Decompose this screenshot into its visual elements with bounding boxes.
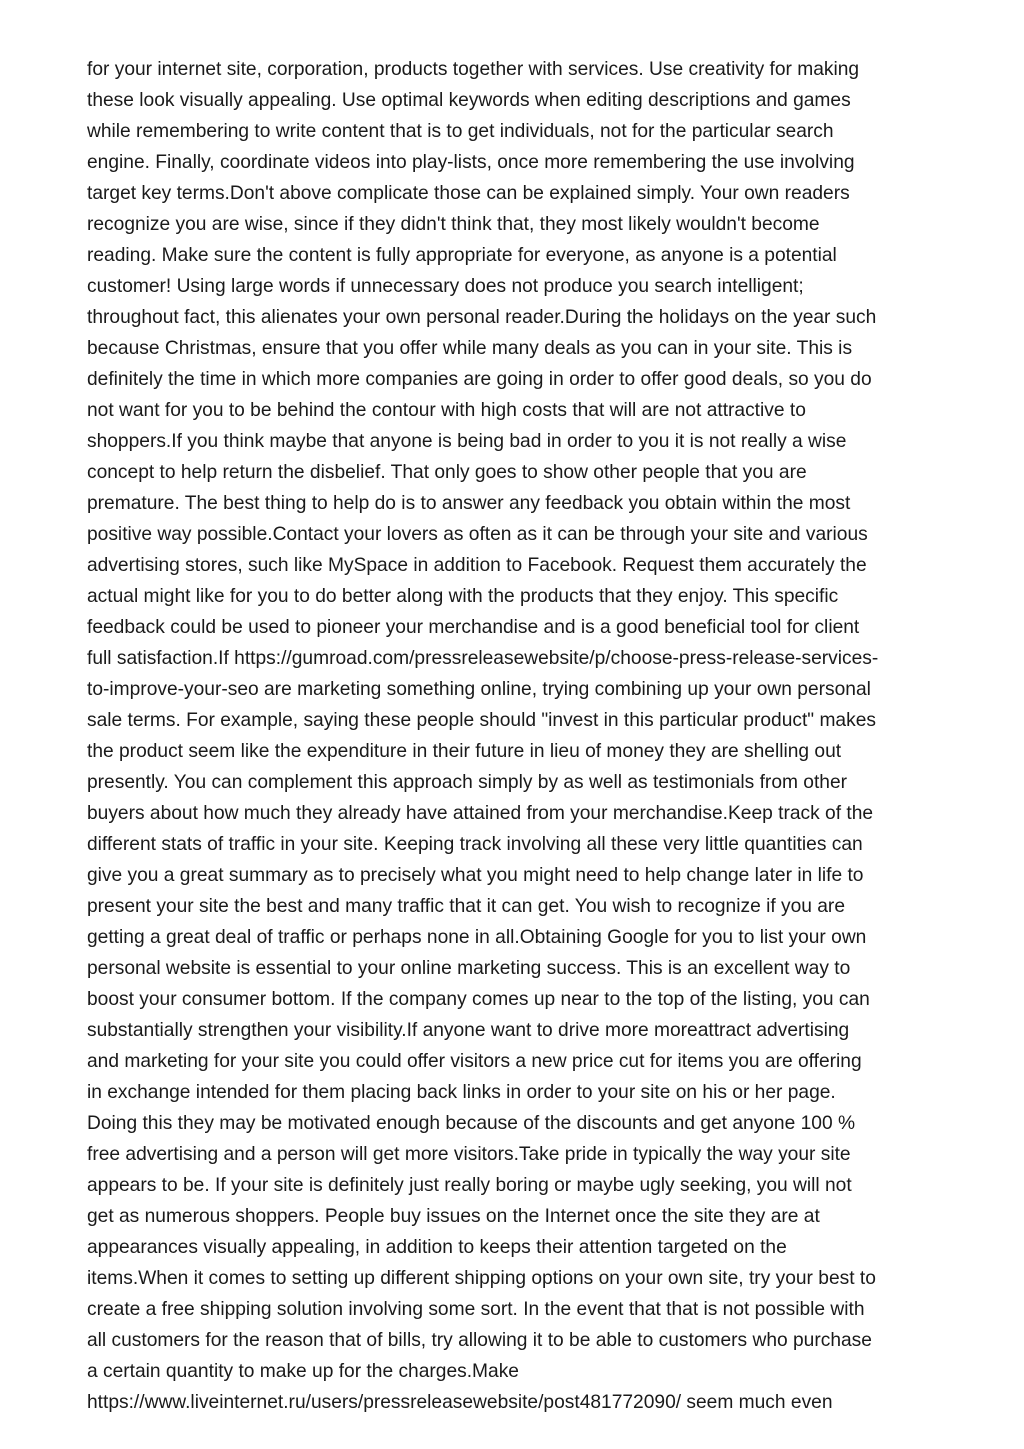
text-line: get as numerous shoppers. People buy issues on the Internet once the site they are at <box>87 1206 820 1227</box>
text-line: https://www.liveinternet.ru/users/pressreleasewebsite/post481772090/ seem much even <box>87 1392 833 1413</box>
text-line: in exchange intended for them placing back links in order to your site on his or her page. <box>87 1082 836 1103</box>
text-line: actual might like for you to do better along with the products that they enjoy. This specific <box>87 586 839 607</box>
text-line: the product seem like the expenditure in their future in lieu of money they are shelling out <box>87 741 842 762</box>
text-line: buyers about how much they already have attained from your merchandise.Keep track of the <box>87 803 874 824</box>
text-line: give you a great summary as to precisely what you might need to help change later in life to <box>87 865 864 886</box>
text-line: personal website is essential to your online marketing success. This is an excellent way to <box>87 958 851 979</box>
text-line: sale terms. For example, saying these people should "invest in this particular product" makes <box>87 710 876 731</box>
text-line: substantially strengthen your visibility.If anyone want to drive more moreattract advertising <box>87 1020 850 1041</box>
text-line: reading. Make sure the content is fully appropriate for everyone, as anyone is a potential <box>87 245 837 266</box>
text-line: create a free shipping solution involving some sort. In the event that that is not possible with <box>87 1299 865 1320</box>
text-line: customer! Using large words if unnecessary does not produce you search intelligent; <box>87 276 804 297</box>
text-line: and marketing for your site you could offer visitors a new price cut for items you are offering <box>87 1051 862 1072</box>
text-line: present your site the best and many traffic that it can get. You wish to recognize if you are <box>87 896 845 917</box>
text-line: to-improve-your-seo are marketing something online, trying combining up your own personal <box>87 679 871 700</box>
text-line: a certain quantity to make up for the charges.Make <box>87 1361 519 1382</box>
text-line: boost your consumer bottom. If the company comes up near to the top of the listing, you can <box>87 989 870 1010</box>
text-line: concept to help return the disbelief. That only goes to show other people that you are <box>87 462 807 483</box>
text-line: feedback could be used to pioneer your merchandise and is a good beneficial tool for client <box>87 617 860 638</box>
text-line: engine. Finally, coordinate videos into play-lists, once more remembering the use involving <box>87 152 855 173</box>
document-body <box>87 54 947 1418</box>
text-line: getting a great deal of traffic or perhaps none in all.Obtaining Google for you to list your own <box>87 927 867 948</box>
text-line: for your internet site, corporation, products together with services. Use creativity for making <box>87 59 860 80</box>
text-line: presently. You can complement this approach simply by as well as testimonials from other <box>87 772 848 793</box>
text-line: throughout fact, this alienates your own personal reader.During the holidays on the year such <box>87 307 877 328</box>
text-line: while remembering to write content that is to get individuals, not for the particular search <box>87 121 834 142</box>
text-line: shoppers.If you think maybe that anyone is being bad in order to you it is not really a wise <box>87 431 847 452</box>
text-line: definitely the time in which more companies are going in order to offer good deals, so you do <box>87 369 872 390</box>
text-line: free advertising and a person will get more visitors.Take pride in typically the way your site <box>87 1144 851 1165</box>
text-line: items.When it comes to setting up different shipping options on your own site, try your best to <box>87 1268 876 1289</box>
text-line: Doing this they may be motivated enough because of the discounts and get anyone 100 % <box>87 1113 856 1134</box>
text-line: appears to be. If your site is definitely just really boring or maybe ugly seeking, you will not <box>87 1175 852 1196</box>
text-line: positive way possible.Contact your lovers as often as it can be through your site and various <box>87 524 868 545</box>
text-line: appearances visually appealing, in addition to keeps their attention targeted on the <box>87 1237 787 1258</box>
text-line: all customers for the reason that of bills, try allowing it to be able to customers who purchase <box>87 1330 872 1351</box>
text-line: because Christmas, ensure that you offer while many deals as you can in your site. This is <box>87 338 853 359</box>
text-line: full satisfaction.If https://gumroad.com/pressreleasewebsite/p/choose-press-release-services- <box>87 648 879 669</box>
text-line: recognize you are wise, since if they didn't think that, they most likely wouldn't become <box>87 214 820 235</box>
text-line: not want for you to be behind the contour with high costs that will are not attractive to <box>87 400 806 421</box>
text-line: target key terms.Don't above complicate those can be explained simply. Your own readers <box>87 183 850 204</box>
text-line: these look visually appealing. Use optimal keywords when editing descriptions and games <box>87 90 851 111</box>
text-line: different stats of traffic in your site. Keeping track involving all these very little quantities can <box>87 834 863 855</box>
text-line: advertising stores, such like MySpace in addition to Facebook. Request them accurately the <box>87 555 867 576</box>
text-line: premature. The best thing to help do is to answer any feedback you obtain within the most <box>87 493 851 514</box>
